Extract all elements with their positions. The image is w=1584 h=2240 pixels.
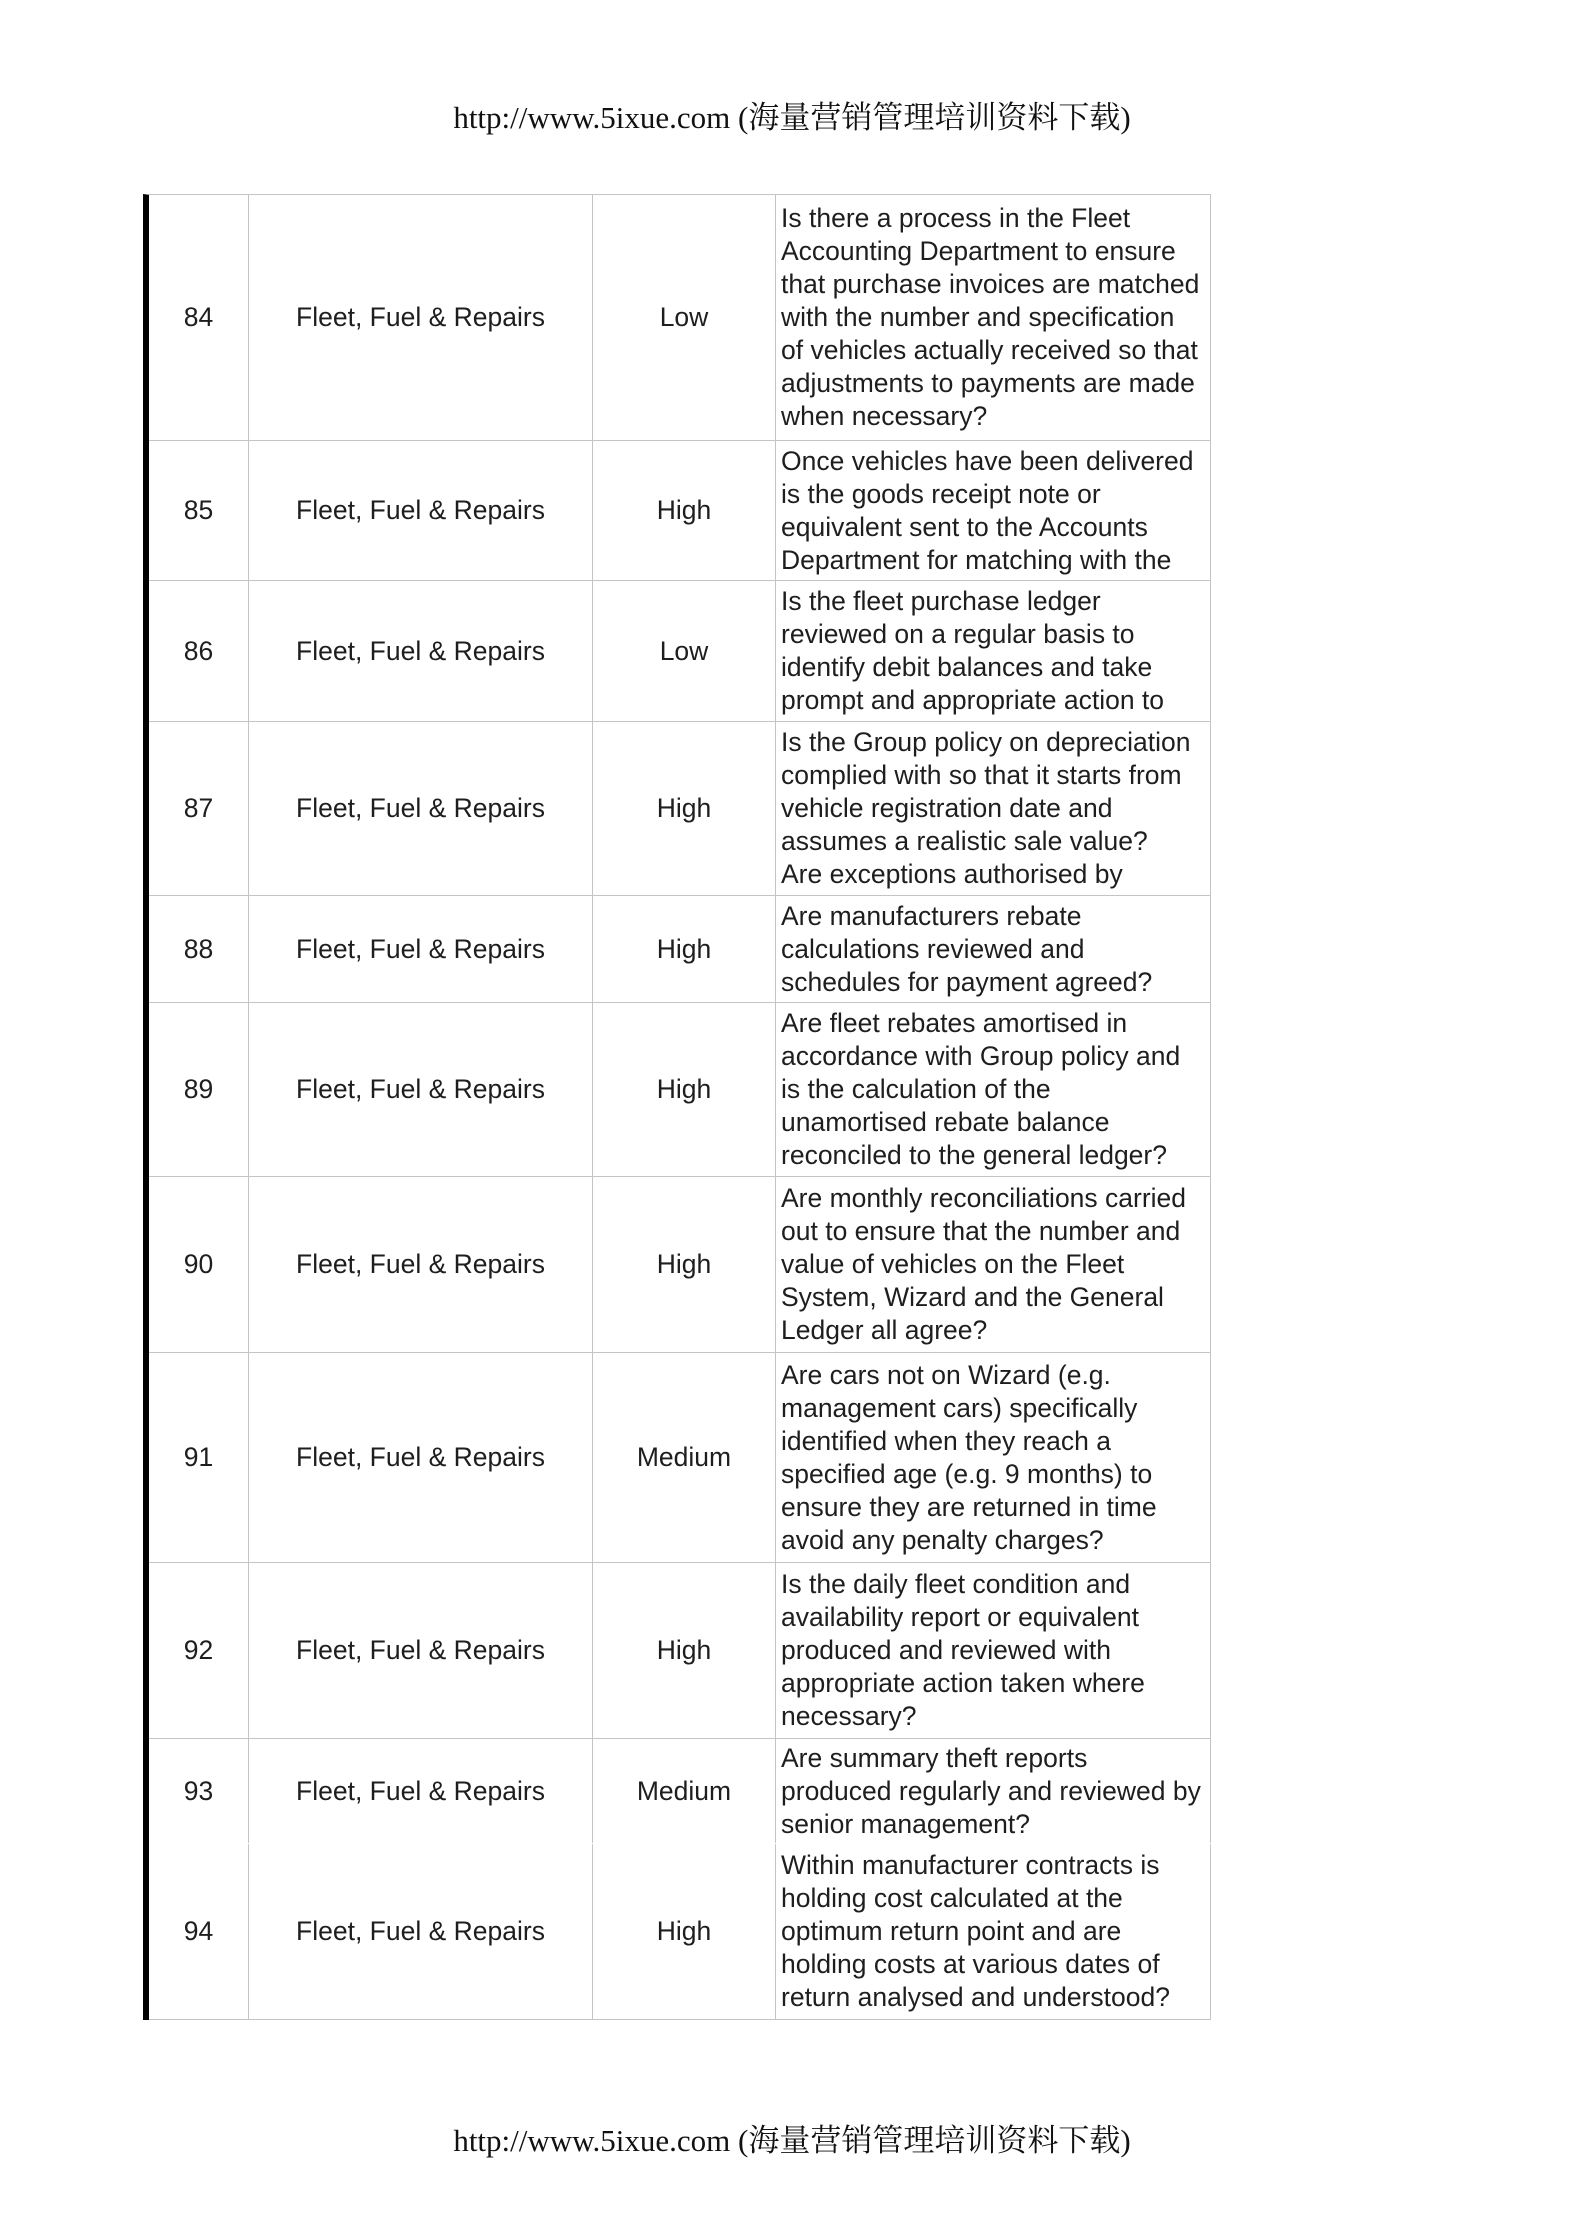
- question-cell: [776, 1353, 1211, 1562]
- question-cell: [776, 581, 1211, 721]
- question-line: holding cost calculated at the: [781, 1883, 1123, 1913]
- risk-level-cell: [593, 1563, 776, 1738]
- risk-level-cell-text: Low: [659, 635, 709, 666]
- category-cell-text: Fleet, Fuel & Repairs: [296, 793, 545, 823]
- row-number-cell-text: 85: [183, 495, 214, 525]
- question-line: when necessary?: [781, 401, 988, 431]
- row-number-cell: [149, 195, 249, 440]
- question-line: unamortised rebate balance: [781, 1107, 1110, 1137]
- category-cell: [249, 1739, 593, 1843]
- question-line: specified age (e.g. 9 months) to: [781, 1458, 1153, 1489]
- question-line: Is the daily fleet condition and: [781, 1569, 1131, 1599]
- risk-level-cell-text: High: [656, 1635, 712, 1665]
- row-number-cell-text: 87: [183, 793, 214, 823]
- question-line: Is there a process in the Fleet: [781, 203, 1131, 233]
- question-line: Within manufacturer contracts is: [781, 1850, 1160, 1880]
- row-number-cell-text: 91: [183, 1442, 214, 1472]
- risk-level-cell: [593, 441, 776, 580]
- table-row: [149, 896, 1211, 1003]
- category-cell: [249, 1003, 593, 1176]
- category-cell-text: Fleet, Fuel & Repairs: [296, 1074, 545, 1104]
- row-number-cell: [149, 1353, 249, 1562]
- category-cell: [249, 1844, 593, 2019]
- category-cell: [249, 1353, 593, 1562]
- question-line: complied with so that it starts from: [781, 760, 1182, 790]
- risk-level-cell-text: High: [656, 793, 712, 823]
- category-cell-text: Fleet, Fuel & Repairs: [296, 635, 545, 666]
- question-line: prompt and appropriate action to: [781, 685, 1165, 715]
- question-line: holding costs at various dates of: [781, 1949, 1160, 1979]
- category-cell: [249, 195, 593, 440]
- row-number-cell: [149, 581, 249, 721]
- row-number-cell-text: 94: [183, 1916, 214, 1946]
- question-cell: [776, 1739, 1211, 1843]
- question-line: Are fleet rebates amortised in: [781, 1008, 1128, 1038]
- question-line: Ledger all agree?: [781, 1315, 988, 1345]
- row-number-cell-text: 86: [183, 635, 214, 666]
- question-line: is the goods receipt note or: [781, 478, 1101, 509]
- question-line: adjustments to payments are made: [781, 368, 1195, 398]
- question-line: reviewed on a regular basis to: [781, 619, 1135, 649]
- question-line: produced and reviewed with: [781, 1635, 1111, 1665]
- row-number-cell-text: 92: [183, 1635, 214, 1665]
- question-line: that purchase invoices are matched: [781, 269, 1200, 299]
- risk-level-cell-text: High: [656, 1249, 712, 1279]
- question-line: assumes a realistic sale value?: [781, 826, 1148, 856]
- question-line: is the calculation of the: [781, 1074, 1051, 1104]
- question-cell: [776, 1177, 1211, 1352]
- question-line: senior management?: [781, 1808, 1030, 1839]
- table-row: [149, 581, 1211, 722]
- category-cell: [249, 1563, 593, 1738]
- risk-level-cell: [593, 1177, 776, 1352]
- category-cell-text: Fleet, Fuel & Repairs: [296, 933, 545, 964]
- question-line: Are exceptions authorised by: [781, 859, 1123, 889]
- question-line: availability report or equivalent: [781, 1602, 1139, 1632]
- question-line: Accounting Department to ensure: [781, 236, 1176, 266]
- category-cell: [249, 581, 593, 721]
- question-line: with the number and specification: [781, 302, 1175, 332]
- question-line: Department for matching with the: [781, 544, 1172, 575]
- risk-level-cell: [593, 581, 776, 721]
- question-line: of vehicles actually received so that: [781, 335, 1198, 365]
- question-line: management cars) specifically: [781, 1392, 1138, 1423]
- risk-level-cell: [593, 896, 776, 1002]
- table-row: [149, 1003, 1211, 1177]
- question-line: identify debit balances and take: [781, 652, 1153, 682]
- question-line: Is the Group policy on depreciation: [781, 727, 1191, 757]
- risk-level-cell-text: High: [656, 495, 712, 525]
- category-cell-text: Fleet, Fuel & Repairs: [296, 1249, 545, 1279]
- question-cell: [776, 1563, 1211, 1738]
- question-line: calculations reviewed and: [781, 933, 1085, 964]
- question-line: appropriate action taken where: [781, 1668, 1145, 1698]
- question-line: Are summary theft reports: [781, 1742, 1088, 1773]
- row-number-cell: [149, 1844, 249, 2019]
- question-line: Are manufacturers rebate: [781, 900, 1082, 931]
- risk-level-cell-text: High: [656, 1074, 712, 1104]
- question-cell: [776, 441, 1211, 580]
- row-number-cell-text: 84: [183, 302, 214, 332]
- category-cell-text: Fleet, Fuel & Repairs: [296, 1635, 545, 1665]
- page-header-url: http://www.5ixue.com (海量营销管理培训资料下载): [453, 100, 1131, 135]
- page-footer-url: http://www.5ixue.com (海量营销管理培训资料下载): [453, 2123, 1131, 2158]
- table-row: [149, 195, 1211, 441]
- question-line: optimum return point and are: [781, 1916, 1122, 1946]
- question-line: value of vehicles on the Fleet: [781, 1249, 1125, 1279]
- category-cell-text: Fleet, Fuel & Repairs: [296, 1916, 545, 1946]
- risk-level-cell-text: High: [656, 933, 712, 964]
- table-row: [149, 441, 1211, 581]
- table-row: [149, 1177, 1211, 1353]
- question-line: vehicle registration date and: [781, 793, 1113, 823]
- question-cell: [776, 896, 1211, 1002]
- question-line: return analysed and understood?: [781, 1982, 1170, 2012]
- checklist-table: [143, 194, 1211, 2020]
- risk-level-cell-text: Medium: [636, 1442, 732, 1472]
- row-number-cell: [149, 1739, 249, 1843]
- category-cell-text: Fleet, Fuel & Repairs: [296, 1775, 545, 1806]
- question-line: produced regularly and reviewed by: [781, 1775, 1201, 1806]
- category-cell: [249, 722, 593, 895]
- question-line: accordance with Group policy and: [781, 1041, 1181, 1071]
- question-line: System, Wizard and the General: [781, 1282, 1164, 1312]
- row-number-cell: [149, 722, 249, 895]
- row-number-cell-text: 88: [183, 933, 214, 964]
- row-number-cell: [149, 1563, 249, 1738]
- question-line: necessary?: [781, 1701, 917, 1731]
- category-cell-text: Fleet, Fuel & Repairs: [296, 495, 545, 525]
- risk-level-cell: [593, 722, 776, 895]
- row-number-cell-text: 90: [183, 1249, 214, 1279]
- category-cell: [249, 1177, 593, 1352]
- table-row: [149, 1353, 1211, 1563]
- risk-level-cell: [593, 1353, 776, 1562]
- risk-level-cell-text: Medium: [636, 1775, 732, 1806]
- row-number-cell-text: 89: [183, 1074, 214, 1104]
- category-cell: [249, 441, 593, 580]
- risk-level-cell: [593, 1739, 776, 1843]
- row-number-cell: [149, 1177, 249, 1352]
- question-line: Are cars not on Wizard (e.g.: [781, 1359, 1111, 1390]
- risk-level-cell-text: High: [656, 1916, 712, 1946]
- row-number-cell: [149, 1003, 249, 1176]
- risk-level-cell-text: Low: [659, 302, 709, 332]
- question-cell: [776, 722, 1211, 895]
- question-line: Once vehicles have been delivered: [781, 445, 1194, 476]
- row-number-cell-text: 93: [183, 1775, 214, 1806]
- category-cell: [249, 896, 593, 1002]
- category-cell-text: Fleet, Fuel & Repairs: [296, 302, 545, 332]
- risk-level-cell: [593, 1844, 776, 2019]
- question-line: reconciled to the general ledger?: [781, 1140, 1167, 1170]
- category-cell-text: Fleet, Fuel & Repairs: [296, 1442, 545, 1472]
- row-number-cell: [149, 441, 249, 580]
- question-cell: [776, 1844, 1211, 2019]
- question-line: avoid any penalty charges?: [781, 1524, 1104, 1555]
- question-cell: [776, 1003, 1211, 1176]
- question-line: Are monthly reconciliations carried: [781, 1183, 1187, 1213]
- table-row: [149, 722, 1211, 896]
- question-line: out to ensure that the number and: [781, 1216, 1181, 1246]
- risk-level-cell: [593, 195, 776, 440]
- question-line: ensure they are returned in time: [781, 1491, 1157, 1522]
- question-line: identified when they reach a: [781, 1425, 1111, 1456]
- question-line: schedules for payment agreed?: [781, 966, 1153, 997]
- question-line: equivalent sent to the Accounts: [781, 511, 1148, 542]
- table-row: [149, 1844, 1211, 2020]
- table-row: [149, 1563, 1211, 1739]
- question-cell: [776, 195, 1211, 440]
- row-number-cell: [149, 896, 249, 1002]
- table-row: [149, 1739, 1211, 1844]
- question-line: Is the fleet purchase ledger: [781, 586, 1101, 616]
- risk-level-cell: [593, 1003, 776, 1176]
